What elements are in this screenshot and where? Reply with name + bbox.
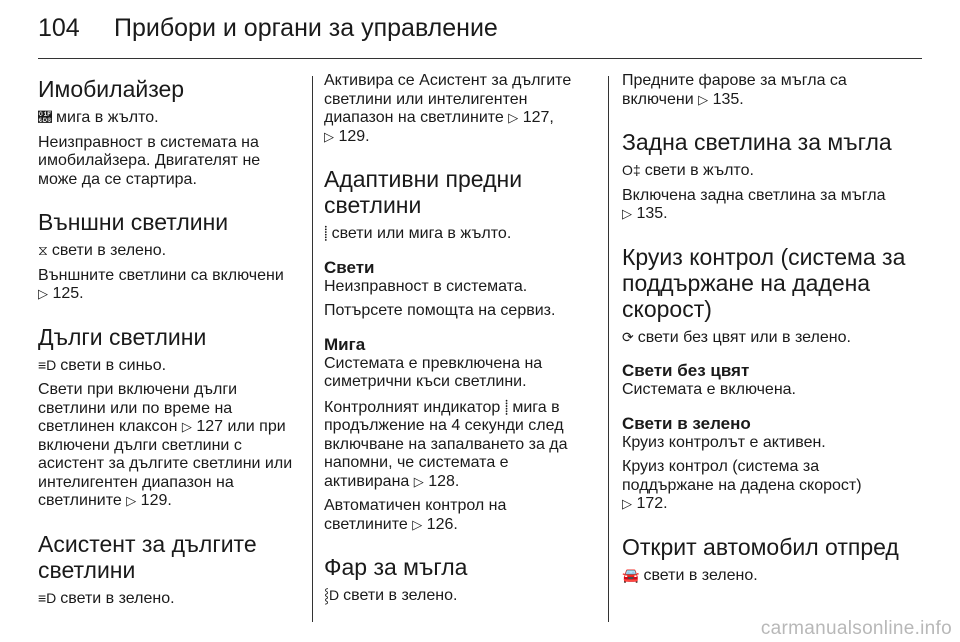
- page-ref: 129.: [338, 127, 370, 145]
- section-text: мига в продължение на 4 секунди след включване на запалването за да напомни, че системата е активирана: [324, 398, 568, 490]
- page-ref-icon: ▷: [126, 493, 137, 508]
- rear-fog-icon: O‡: [622, 162, 641, 178]
- page-ref: 172.: [636, 495, 668, 512]
- page-header: [38, 14, 498, 46]
- column-divider: [312, 76, 313, 622]
- page-ref-icon: ▷: [324, 128, 334, 144]
- page-ref: 135.: [636, 205, 668, 222]
- section-title: Круиз контрол (система за поддържане на дадена скорост): [622, 243, 906, 322]
- section-text: Круиз контрол (система за поддържане на дадена скорост): [622, 458, 862, 494]
- section-text: свети в зелено.: [60, 589, 175, 607]
- section-title: Дълги светлини: [38, 323, 207, 350]
- high-beam-assist-icon: ≡D: [38, 589, 57, 606]
- header-rule: [38, 58, 922, 59]
- subsection-title: Мига: [324, 334, 366, 354]
- section-text: Активира се Асистент за дългите светлини или интелигентен диапазон на светлините: [324, 72, 572, 126]
- page-ref: 125.: [52, 285, 84, 302]
- section-title: Имобилайзер: [38, 76, 185, 102]
- section-text: свети в жълто.: [644, 162, 754, 179]
- section-text: Круиз контролът е активен.: [622, 433, 826, 451]
- section-text: свети в синьо.: [60, 356, 167, 374]
- page-ref-icon: ▷: [622, 496, 632, 511]
- section-text: Неизправност в системата.: [324, 277, 528, 295]
- section-text: свети в зелено.: [51, 242, 167, 259]
- section-text: свети или мига в жълто.: [331, 225, 512, 242]
- page-ref-icon: ▷: [413, 473, 424, 489]
- section-text: Потърсете помощта на сервиз.: [324, 302, 556, 319]
- page-number: 104: [38, 14, 80, 42]
- exterior-light-icon: ⧖: [38, 242, 48, 258]
- section-title: Открит автомобил отпред: [622, 533, 899, 560]
- column-2: [324, 72, 592, 612]
- afl-icon: ⸽: [324, 225, 328, 241]
- page-ref: 129.: [140, 492, 172, 509]
- afl-icon: ⸽: [504, 398, 509, 415]
- section-text: свети без цвят или в зелено.: [637, 328, 851, 346]
- high-beam-icon: ≡D: [38, 356, 57, 373]
- section-title: Асистент за дългите светлини: [38, 530, 257, 583]
- section-title: Задна светлина за мъгла: [622, 129, 892, 155]
- watermark: carmanualsonline.info: [760, 618, 952, 639]
- page-ref-icon: ▷: [698, 91, 709, 107]
- page-ref: 135.: [712, 90, 744, 108]
- section-title: Фар за мъгла: [324, 554, 468, 580]
- fog-light-icon: ⸾D: [324, 587, 340, 603]
- subsection-title: Свети: [324, 257, 375, 277]
- cruise-control-icon: ⟳: [622, 328, 634, 345]
- section-text: Системата е включена.: [622, 381, 796, 398]
- section-text: мига в жълто.: [56, 109, 159, 126]
- column-3: [622, 72, 912, 591]
- section-text: Неизправност в системата на имобилайзера. Двигателят не може да се стартира.: [38, 133, 261, 188]
- section-text: Автоматичен контрол на светлините: [324, 497, 507, 533]
- page-ref-icon: ▷: [181, 419, 192, 434]
- column-divider: [608, 76, 609, 622]
- section-text: 127 или при включени дълги светлини с асистент за дългите светлини или интелигентен диапазон на светлините: [38, 418, 293, 509]
- section-text: Системата е превключена на симетрични къси светлини.: [324, 354, 543, 390]
- section-text: Външните светлини са включени: [38, 266, 284, 284]
- section-text: Включена задна светлина за мъгла: [622, 186, 886, 204]
- section-title: Адаптивни предни светлини: [324, 166, 523, 218]
- page-ref-icon: ▷: [412, 516, 423, 532]
- immobilizer-icon: 🛘: [38, 109, 52, 125]
- subsection-title: Свети без цвят: [622, 361, 750, 380]
- page-title: Прибори и органи за управление: [114, 14, 498, 42]
- vehicle-ahead-icon: 🚘: [622, 566, 640, 583]
- section-text: свети в зелено.: [643, 566, 758, 584]
- column-1: [38, 72, 300, 614]
- page-ref: 127,: [522, 109, 554, 126]
- page-ref: 126.: [426, 515, 458, 533]
- page-ref: 128.: [428, 472, 460, 490]
- section-title: Външни светлини: [38, 209, 229, 235]
- page-ref-icon: ▷: [38, 286, 48, 301]
- section-text: Предните фарове за мъгла са включени: [622, 72, 847, 108]
- page-ref-icon: ▷: [508, 110, 519, 125]
- subsection-title: Свети в зелено: [622, 413, 751, 433]
- section-text: Контролният индикатор: [324, 398, 501, 416]
- page-ref-icon: ▷: [622, 206, 632, 221]
- section-text: свети в зелено.: [343, 587, 458, 604]
- section-text: Свети при включени дълги светлини или по време на светлинен клаксон: [38, 381, 238, 435]
